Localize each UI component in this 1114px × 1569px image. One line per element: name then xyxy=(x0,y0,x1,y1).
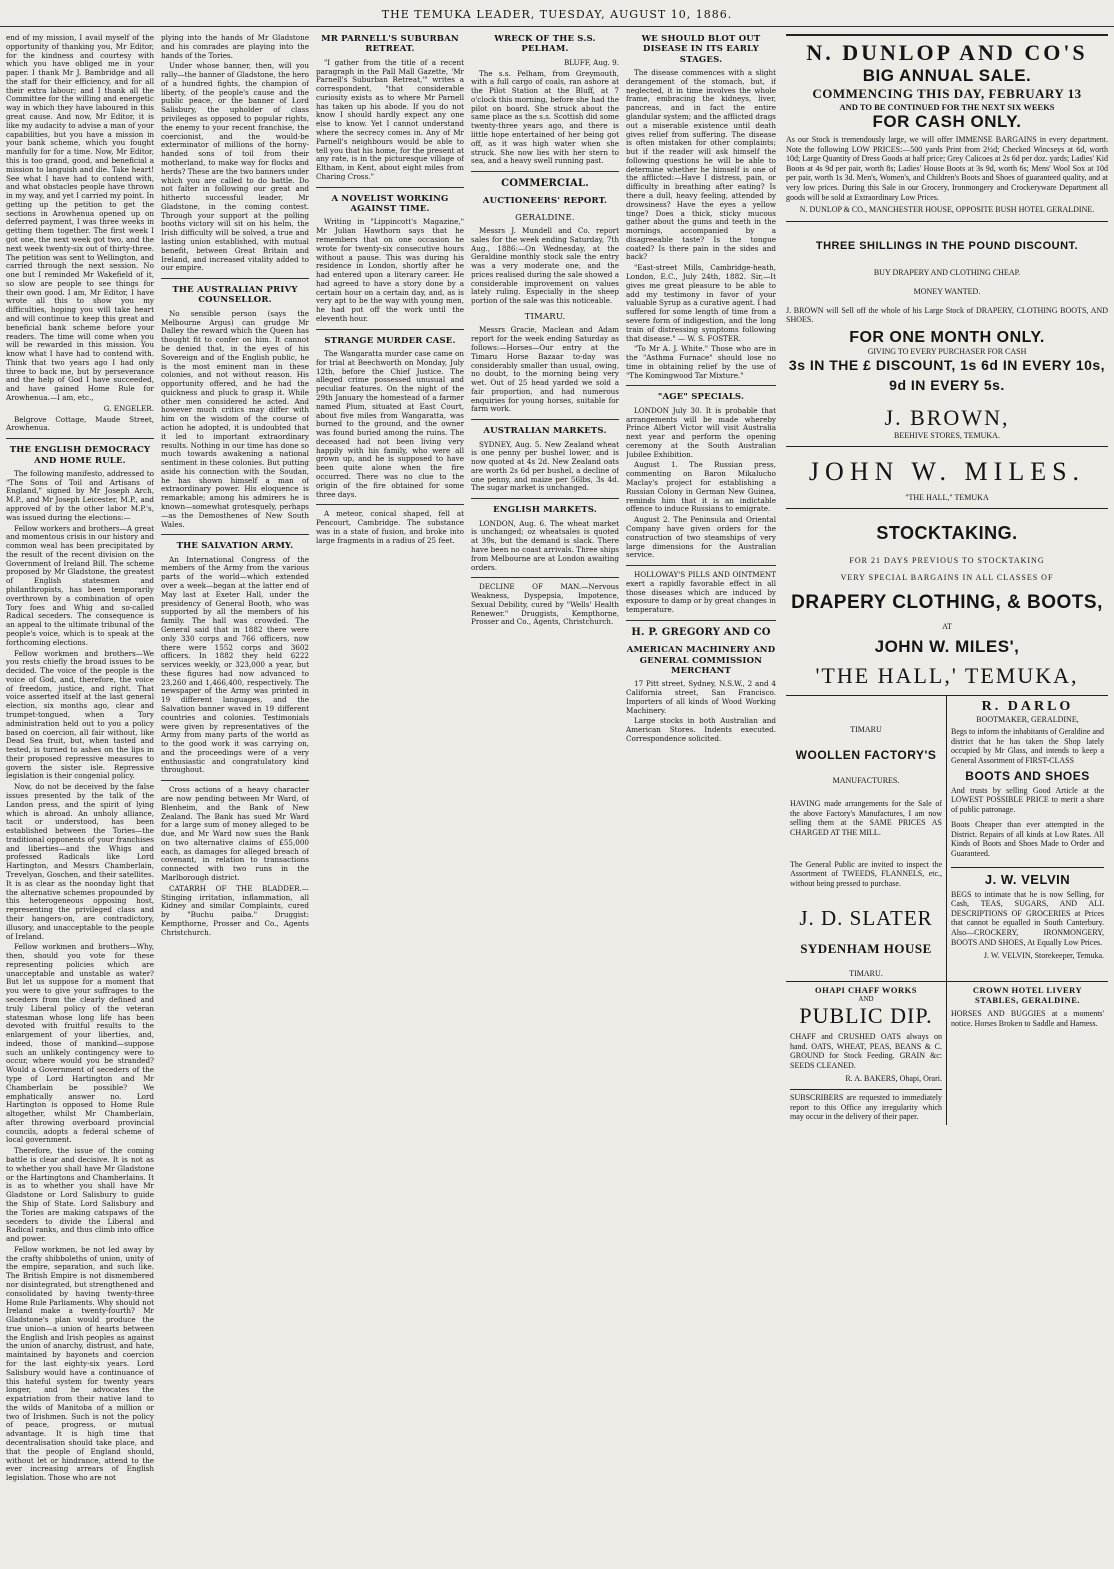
divider xyxy=(626,620,776,621)
paragraph: "East-street Mills, Cambridge-heath, London, E.C., July 24th, 1882. Sir,—It gives me great pleasure to be able to add my testimony in favor of your valuable Syrup as a curative agent. I had suffered for some length of time from a severe form of indigestion, and the long train of distressing symptoms following that disease." — W. S. FOSTER. xyxy=(626,263,776,343)
advert-name: H. P. GREGORY AND CO xyxy=(631,626,771,638)
paragraph: HOLLOWAY'S PILLS AND OINTMENT exert a rapidly favorable effect in all those diseases which are induced by exposure to damp or by great changes in temperature. xyxy=(626,570,776,615)
article-heading: THE ENGLISH DEMOCRACY AND HOME RULE. xyxy=(9,445,151,466)
advert-name: JOHN W. MILES', xyxy=(874,637,1020,657)
article-heading: A NOVELIST WORKING AGAINST TIME. xyxy=(331,193,449,215)
advert-text: HORSES AND BUGGIES at a moments' notice. Horses Broken to Saddle and Harness. xyxy=(951,1009,1104,1028)
paragraph: "I gather from the title of a recent paragraph in the Pall Mall Gazette, 'Mr Parnell's Suburban Retreat,'" writes a correspondent, "that considerable curiosity exists as to where Mr Parnell has taken up his abode. If you do not know I should hardly expect any one else to know. Yet I cannot understand where the secrecy comes in. Any of Mr Parnell's neighbours would be able to tell you that his home, for the present at any rate, is in the picturesque village of Eltham, in Kent, about eight miles from Charing Cross." xyxy=(316,57,464,181)
advert-text: R. A. BAKERS, Ohapi, Orari. xyxy=(845,1073,942,1083)
paragraph: Fellow workmen and brothers—We you rests chiefly the broad issues to be decided. The voice of the people is the voice of God, and, therefore, the voice of freedom, justice, and right. That voice asserted itself at the last general election, six months ago, clear and trumpet-tongued, when a Tory administration held out to you a policy based on coercion, all fair without, like Dead Sea fruit, but, when tasted and tested, is turned to ashes on the lips in their proposed repressive measures to govern the sister isle. Repressive legislation is their congenial policy. xyxy=(6,648,154,781)
advert-line: TIMARU xyxy=(850,725,882,735)
letter-signature: G. ENGELER. xyxy=(103,403,154,413)
paragraph: "To Mr A. J. White." Those who are in the "Asthma Furnace" should lose no time in obtaining relief by the use of "The Komingwood Tar Mixture." xyxy=(626,344,776,380)
paragraph: Fellow workers and brothers—A great and momentous crisis in our history and common weal has been precipitated by the result of the recent division on the Government of Ireland Bill. The scheme proposed by Mr Gladstone, the greatest of English statesmen and philanthropists, has been temporarily overthrown by a combination of open Tory foes and Whig and so-called Radical seceders. The consequence is an appeal to the ultimate tribunal of the people's voice, which is to speak at the forthcoming elections. xyxy=(6,523,154,647)
advert-text: Begs to inform the inhabitants of Geraldine and district that he has taken the Shop lately occupied by Mr Glass, and intends to keep a General Assortment of FIRST-CLASS xyxy=(951,727,1104,765)
column-2 xyxy=(161,34,309,1562)
advert-line: AT xyxy=(942,622,952,632)
advert-text: N. DUNLOP & CO., MANCHESTER HOUSE, OPPOSITE BUSH HOTEL GERALDINE. xyxy=(799,205,1095,215)
advert-line: SYDENHAM HOUSE xyxy=(800,941,932,957)
advert-line: AND xyxy=(858,995,874,1004)
dateline: BLUFF, Aug. 9. xyxy=(564,57,619,67)
article-heading: AUSTRALIAN MARKETS. xyxy=(483,426,607,437)
letter-address: Belgrove Cottage, Maude Street, Arowhenua. xyxy=(6,414,154,433)
paragraph: Fellow workmen, be not led away by the crafty shibboleths of union, unity of the empire, separation, and such like. The British Empire is not dismembered nor disintegrated, but strengthened and consolidated by having twenty-three Home Rule Parliaments. Why should not Ireland make a twenty-fourth? Mr Gladstone's plan would produce the true union—a union of hearts between the English and Irish peoples as against the union of anarchy, distrust, and hate, maintained by bayonets and coercion for the last eighty-six years. Lord Salisbury would have a continuance of this hateful system for twenty years longer, and he advocates the expatriation from their native land to the wilds of Manitoba of a million or two of Irishmen. Such is not the policy of peace, progress, or mutual advantage. It is high time that decentralisation should take place, and that the people of England should, without let or hindrance, attend to the ever increasing arrears of English legislation. Those who are not xyxy=(6,1244,154,1483)
advert-text: The General Public are invited to inspect the Assortment of TWEEDS, FLANNELS, etc., without being pressed to purchase. xyxy=(790,859,942,888)
article-heading: WE SHOULD BLOT OUT DISEASE IN ITS EARLY STAGES. xyxy=(641,34,761,65)
woollen-advert xyxy=(786,696,947,981)
paragraph: Fellow workmen and brothers—Why, then, should you vote for these representing policies which are unacceptable and unstable as water? But let us suppose for a moment that you were to give your suffrages to the seceders from the clearly defined and truly Liberal policy of the veteran statesman whose long life has been devoted with fruitful results to the enlargement of your liberties, and, indeed, those of mankind—suppose such an unlikely contingency were to occur, where would you be stranded? Would a Government of seceders of the type of Lord Hartington and Mr Chamberlain be possible? We emphatically answer no. Lord Hartington is opposed to Home Rule altogether, whilst Mr Chamberlain, after throwing overboard provincial councils, adopts a federal scheme of local government. xyxy=(6,942,154,1145)
advert-title: CROWN HOTEL LIVERY STABLES, GERALDINE. xyxy=(972,985,1083,1006)
paragraph: No sensible person (says the Melbourne Argus) can grudge Mr Dalley the reward which the Queen has thought fit to confer on him. It cannot be denied that, in the eyes of his Sovereign and of the English public, he is the most eminent man in these colonies, and not without reason. His opportunity offered, and he had the quickness and pluck to grasp it. While other men considered he acted. And however much critics may differ with him on the wisdom of the course of action he adopted, it is undoubted that it led to important extraordinary results. Nothing in our time has done so much towards awakening a national sentiment in these colonies. But putting aside his connection with the Soudan, he has shown himself a man of extraordinary power. His eloquence is remarkable; among his admirers he is known—somewhat grotesquely, perhaps—as the Demosthenes of New South Wales. xyxy=(161,308,309,529)
column-3 xyxy=(316,34,464,1562)
advert-line: TIMARU. xyxy=(849,969,883,979)
divider xyxy=(161,534,309,535)
paragraph: A meteor, conical shaped, fell at Pencourt, Cambridge. The substance was in a state of fusion, and broke into large fragments in a radius of 25 feet. xyxy=(316,509,464,545)
advert-line: 3s IN THE £ DISCOUNT, 1s 6d IN EVERY 10s, 9d IN EVERY 5s. xyxy=(788,356,1106,393)
brown-advert xyxy=(786,222,1108,447)
advert-text: J. BROWN will Sell off the whole of his Large Stock of DRAPERY, CLOTHING BOOTS, AND SHOES. xyxy=(786,305,1108,325)
advert-text: CHAFF and CRUSHED OATS always on hand. OATS, WHEAT, PEAS, BEANS & C. GROUND for Stock Feeding. GRAIN &c: SEEDS CLEANED. xyxy=(790,1032,942,1071)
column-4 xyxy=(471,34,619,1562)
advert-title: THREE SHILLINGS IN THE POUND DISCOUNT. xyxy=(815,239,1079,252)
column-1 xyxy=(6,34,154,1562)
divider xyxy=(626,565,776,566)
advert-line: BEEHIVE STORES, TEMUKA. xyxy=(894,431,1000,441)
advert-title: OHAPI CHAFF WORKS xyxy=(814,985,917,996)
paragraph: LONDON July 30. It is probable that arrangements will be made whereby Prince Albert Victor will visit Australia next year and perform the opening ceremony at the South Australian Jubilee Exhibition. xyxy=(626,405,776,459)
paragraph: The disease commences with a slight derangement of the stomach, but, if neglected, it in time involves the whole frame, embracing the kidneys, liver, pancreas, and in fact the entire glandular system; and the afflicted drags out a miserable existence until death gives relief from suffering. The disease is often mistaken for other complaints; but if the reader will ask himself the following questions he will be able to determine whether he himself is one of the afflicted:—Have I distress, pain, or difficulty in breathing after eating? Is there a dull, heavy feeling, attended by drowsiness? Have the eyes a yellow tinge? Does a thick, sticky mucous gather about the gums and teeth in the mornings, accompanied by a disagreeable taste? Is the tongue coated? Is there pain in the sides and back? xyxy=(626,68,776,262)
advert-line: DRAPERY CLOTHING, & BOOTS, xyxy=(791,592,1103,614)
advert-text: Boots Cheaper than ever attempted in the District. Repairs of all kinds at Low Rates. All Kinds of Boots and Shoes Made to Order and Guaranteed. xyxy=(951,820,1104,859)
place-heading: TIMARU. xyxy=(524,312,566,323)
ohapi-advert xyxy=(786,982,947,1125)
divider xyxy=(6,438,154,439)
paragraph: Messrs Gracie, Maclean and Adam report for the week ending Saturday as follows:—Horses—Our entry at the Timaru Horse Bazaar to-day was considerably smaller than usual, owing, no doubt, to the morning being very wet. Out of 25 head yarded we sold a fair proportion, and had numerous enquiries for young horses, suitable for farm work. xyxy=(471,325,619,414)
paragraph: Writing in "Lippincott's Magazine," Mr Julian Hawthorn says that he remembers that on one occasion he wrote for twenty-six consecutive hours without a pause. This was during his residence in London, shortly after he had entered upon a literary career. He had agreed to have a story done by a certain hour on a certain day, and, as is very apt to be the way with young men, he had put off the work until the eleventh hour. xyxy=(316,217,464,323)
miles-advert xyxy=(786,447,1108,509)
advert-name: JOHN W. MILES. xyxy=(808,457,1086,487)
paragraph: Cross actions of a heavy character are now pending between Mr Ward, of Blenheim, and the Bank of New Zealand. The Bank has sued Mr Ward for a large sum of money alleged to be due, and Mr Ward now sues the Bank on two alternative claims of £55,000 each, as damages for alleged breach of covenant, in relation to transactions connected with two runs in the Marlborough district. xyxy=(161,785,309,883)
article-heading: STRANGE MURDER CASE. xyxy=(324,335,456,346)
advert-line: 'THE HALL,' TEMUKA, xyxy=(815,663,1079,689)
divider xyxy=(471,577,619,578)
advert-paragraph: CATARRH OF THE BLADDER.—Stinging irritation, inflammation, all Kidney and similar Complaints, cured by "Buchu paiba." Druggist: Kempthorne, Prosser and Co., Agents Christchurch. xyxy=(161,883,309,937)
advert-text: Large stocks in both Australian and American Stores. Indents executed. Correspondence solicited. xyxy=(626,716,776,743)
advert-line: "THE HALL," TEMUKA xyxy=(905,493,989,503)
paragraph: Now, do not be deceived by the false issues presented by the talk of the Landon press, and the spirit of lying which is abroad. An unholy alliance, tacit or understood, has been established between the Tories—the traditional opponents of your franchises and liberties—and the Whigs and professed Radicals like Lord Hartington, and Messrs Chamberlain, Trevelyan, Goschen, and their satellites. It is as clear as the noonday light that the alternative schemes propounded by this heterogeneous opposing host, representing the privileged class and their hangers-on, are contradictory, illusory, and unacceptable to the people of Ireland. xyxy=(6,782,154,941)
advert-text: HAVING made arrangements for the Sale of the above Factory's Manufactures, I am now selling them at the SAME PRICES AS CHARGED AT THE MILL. xyxy=(790,799,942,837)
divider xyxy=(626,385,776,386)
advert-paragraph: DECLINE OF MAN.—Nervous Weakness, Dyspepsia, Impotence, Sexual Debility, cured by "Wells' Health Renewer." Druggists, Kempthorne, Prosser and Co., Agents, Christchurch. xyxy=(471,582,619,627)
advert-line: BOOTMAKER, GERALDINE, xyxy=(976,715,1079,725)
article-heading: THE SALVATION ARMY. xyxy=(176,541,294,552)
advert-line: FOR 21 DAYS PREVIOUS TO STOCKTAKING xyxy=(849,556,1045,566)
advert-name: R. DARLO xyxy=(981,699,1074,715)
advert-name: N. DUNLOP AND CO'S xyxy=(806,40,1088,65)
advert-line: AMERICAN MACHINERY AND GENERAL COMMISSION MERCHANT xyxy=(626,645,776,676)
place-heading: GERALDINE. xyxy=(515,212,575,223)
paragraph: Therefore, the issue of the coming battle is clear and decisive. It is not as to whether you shall have Mr Gladstone or the Hartingtons and Chamberlains. It is as to whether you shall have Mr Gladstone or Lord Salisbury to guide the Ship of State. Lord Salisbury and the Tories are making catspaws of the seceders to divide the Liberal and Radical ranks, and thus climb into office and power. xyxy=(6,1146,154,1244)
darlo-advert xyxy=(947,696,1108,981)
advert-line: FOR ONE MONTH ONLY. xyxy=(849,328,1045,346)
advert-line: AND TO BE CONTINUED FOR THE NEXT SIX WEEKS xyxy=(839,102,1055,112)
article-heading: MR PARNELL'S SUBURBAN RETREAT. xyxy=(321,34,459,55)
advert-line: GIVING TO EVERY PURCHASER FOR CASH xyxy=(867,346,1027,356)
advert-name: J. BROWN, xyxy=(884,405,1010,431)
divider xyxy=(316,187,464,188)
advert-title: WOOLLEN FACTORY'S xyxy=(795,748,937,763)
advert-text: SUBSCRIBERS are requested to immediately report to this Office any irregularity which may occur in the delivery of their paper. xyxy=(790,1089,942,1122)
advert-line: MANUFACTURES. xyxy=(832,776,900,786)
divider xyxy=(471,171,619,172)
dunlop-advert xyxy=(786,34,1108,222)
masthead: THE TEMUKA LEADER, TUESDAY, AUGUST 10, 1886. xyxy=(0,4,1114,27)
advert-text: As our Stock is tremendously large, we will offer IMMENSE BARGAINS in every department. Note the following LOW PRICES:—500 yards Print from 2½d; Checked Wincseys at 6d, worth 10d; Large Quantity of Dress Goods at half price; Grey Calicoes at 2s 6d per doz. yards; Ladies' Kid Boots at 4s 9d per pair, worth 8s; Ladies' House Boots at 3s 9d, worth 6s; Mens' Wool Sox at 10d per pair, worth 1s 3d. Men's, Women's, and Children's Boots and Shoes of guaranteed quality, and at very low prices. During this Sale in our Grocery, Ironmongery and Crockeryware Department all goods will be sold at Extraordinary Low Prices. xyxy=(786,135,1108,202)
advert-row xyxy=(786,982,1108,1125)
advert-text: BEGS to intimate that he is now Selling, for Cash, TEAS, SUGARS, AND ALL DESCRIPTIONS OF GROCERIES at Prices that cannot be equalled in South Canterbury. Also—CROCKERY, IRONMONGERY, BOOTS AND SHOES, At Equally Low Prices. xyxy=(951,889,1104,947)
advert-name: PUBLIC DIP. xyxy=(799,1003,933,1029)
article-heading: ENGLISH MARKETS. xyxy=(493,505,597,516)
divider xyxy=(161,780,309,781)
paragraph: The following manifesto, addressed to "The Sons of Toil and Artisans of England," signed by Mr Joseph Arch, M.P., and Mr Joseph Leicester, M.P., and approved of by the other labor M.P.'s, was issued during the elections:— xyxy=(6,468,154,522)
advert-text: And trusts by selling Good Article at the LOWEST POSSIBLE PRICE to merit a share of public patronage. xyxy=(951,785,1104,814)
advert-line: COMMENCING THIS DAY, FEBRUARY 13 xyxy=(812,86,1082,101)
paragraph: plying into the hands of Mr Gladstone and his comrades are playing into the hands of the Tories. xyxy=(161,34,309,60)
divider xyxy=(471,498,619,499)
advert-name: J. W. VELVIN xyxy=(951,867,1104,887)
advert-name: J. D. SLATER xyxy=(799,906,933,931)
advert-title: STOCKTAKING. xyxy=(876,523,1018,544)
paragraph: The Wangaratta murder case came on for trial at Beechworth on Monday, July 12th, before the Chief Justice. The alleged crime possessed unusual and peculiar features. On the night of the 29th January the homestead of a farmer named Plum, situated at East Court, about five miles from Wangaratta, was burned to the ground, and the owner was found buried among the ruins. The deceased had not been living very happily with his family, who were all grown up, and he is supposed to have been quite alone when the fire occurred. There was no clue to the origin of the fire obtained for some three days. xyxy=(316,349,464,499)
advert-line: FOR CASH ONLY. xyxy=(872,112,1022,131)
advert-row xyxy=(786,696,1108,982)
article-heading: THE AUSTRALIAN PRIVY COUNSELLOR. xyxy=(172,285,298,306)
divider xyxy=(161,278,309,279)
advert-text: 17 Pitt street, Sydney, N.S.W., 2 and 4 California street, San Francisco. Importers of all kinds of Wood Working Machinery. xyxy=(626,679,776,715)
advert-title: BIG ANNUAL SALE. xyxy=(862,66,1032,85)
paragraph: The s.s. Pelham, from Greymouth, with a full cargo of coals, ran ashore at the Pilot Station at the Bluff, at 7 o'clock this morning, before she had the pilot on board. She struck about the same place as the s.s. Scottish did some twenty-three years ago, and there is little hope entertained of her being got off, as it was high water when she struck. She now lies with her stern to sea, and a heavy swell running past. xyxy=(471,68,619,166)
advert-line: BUY DRAPERY AND CLOTHING CHEAP. xyxy=(873,267,1021,277)
divider xyxy=(316,504,464,505)
article-heading: "AGE" SPECIALS. xyxy=(657,392,745,403)
crown-advert xyxy=(947,982,1108,1125)
divider xyxy=(316,329,464,330)
letter-text: end of my mission, I avail myself of the opportunity of thanking you, Mr Editor, for the kindness and courtesy with which you have obliged me in your paper. I thank Mr J. Bambridge and all the staff for their efficiency, and for all their extra labour; and I thank all the Committee for the willing and energetic way in which they have laboured in this great cause. And now, Mr Editor, it is like my audacity to advise a man of your capabilities, but you have a mission in your bank scheme, which you fought manfully for for a time. Now, Mr Editor, this is too grand, good, and beneficial a mission to languish and die. Take heart! See what I have had to contend with, and what obstacles people have thrown in my way, and yet I carried my point. In getting up the petition to get the sections in Arowhenua opened up on deferred payment, I was three weeks in getting them together. The first week I got one, the next week got two, and the next week twenty-six out of thirty-three. The petition was sent to Wellington, and carried through the next session. No one but I reminded Mr Wakefield of it, so slow are people to see things for their own good. I am, Mr Editor, I have wrote all this to show you my difficulties, hoping you will take heart and will continue to keep this great and beneficial bank scheme before your readers. The time will come when you will be rewarded in this mission. You know what I have had to contend with. Think that two years ago I had only three to back me, but by perseverance and the help of God I have succeeded, and have gained Home Rule for Arowhenua.—I am, etc., xyxy=(6,34,154,403)
stocktaking-advert xyxy=(786,509,1108,696)
advert-line: MONEY WANTED. xyxy=(913,286,981,296)
paragraph: Messrs J. Mundell and Co. report sales for the week ending Saturday, 7th Aug., 1886:—On Wednesday, at the Geraldine monthly stock sale the entry was a very moderate one, and the prices realised during the sale showed a considerable improvement on values lately ruling. Especially in the sheep portion of the sale was this noticeable. xyxy=(471,226,619,306)
advert-line: VERY SPECIAL BARGAINS IN ALL CLASSES OF xyxy=(840,573,1054,583)
column-5 xyxy=(626,34,776,1562)
paragraph: SYDNEY, Aug. 5. New Zealand wheat is one penny per bushel lower, and is now quoted at 4s 2d. New Zealand oats are worth 2s 6d per bushel, a decline of one penny, and maize per 56lbs, 3s 4d. The sugar market is unchanged. xyxy=(471,439,619,493)
paragraph: An International Congress of the members of the Army from the various parts of the world—which extended over a week—began at the latter end of May last at Exeter Hall, under the presidency of General Booth, who was supported by all the members of his family. The hall was crowded. The General said that in 1882 there were only 330 corps and 766 officers, now there were 1552 corps and 3602 officers. In 1882 they held 6222 services weekly, or 323,000 a year, but these figures had now advanced to 23,260 and 1,466,400, respectively. The newspaper of the Army was printed in 19 different languages, and the Salvation banner waved in 19 different countries and colonies. Testimonials were given by representatives of the Army from many parts of the world as to the good work it was carrying on, and the proceedings were of a very enthusiastic and congratulatory kind throughout. xyxy=(161,554,309,775)
paragraph: August 1. The Russian press, commenting on Baron Mikalucho Maclay's project for establishing a Russian Colony in German New Guinea, reminds him that it is an indictable offence to induce Russians to emigrate. xyxy=(626,460,776,514)
advert-text: J. W. VELVIN, Storekeeper, Temuka. xyxy=(983,951,1104,961)
article-heading: WRECK OF THE S.S. PELHAM. xyxy=(494,34,596,55)
advert-title: BOOTS AND SHOES xyxy=(965,768,1090,783)
divider xyxy=(471,419,619,420)
paragraph: LONDON, Aug. 6. The wheat market is unchanged; oz wheatsales is quoted at 39s, but the demand is slack. There have been no coast arrivals. Three ships from Melbourne are at London awaiting orders. xyxy=(471,518,619,572)
paragraph: Under whose banner, then, will you rally—the banner of Gladstone, the hero of a hundred fights, the champion of liberty, of the people's cause and the public peace, or the banner of Lord Salisbury, the upholder of class privileges as opposed to popular rights, the enemy to your recent franchise, the coercionist, and the would-be exterminator of millions of the horny-handed sons of toil from their motherland, to make way for flocks and herds? These are the two banners under which you are called to do battle. Do not falter in following our great and hitherto successful leader, Mr Gladstone, in the coming contest. Through your support at the polling booths victory will sit on his helm, the Irish difficulty will be solved, a true and lasting union established, with mutual benefit, between Great Britain and Ireland, and increased vitality added to our empire. xyxy=(161,61,309,273)
paragraph: August 2. The Peninsula and Oriental Company have given orders for the construction of two steamships of very large dimensions for the Australian service. xyxy=(626,515,776,560)
advertisements xyxy=(786,34,1108,1125)
section-subheading: AUCTIONEERS' REPORT. xyxy=(482,196,608,207)
section-heading: COMMERCIAL. xyxy=(501,178,589,190)
